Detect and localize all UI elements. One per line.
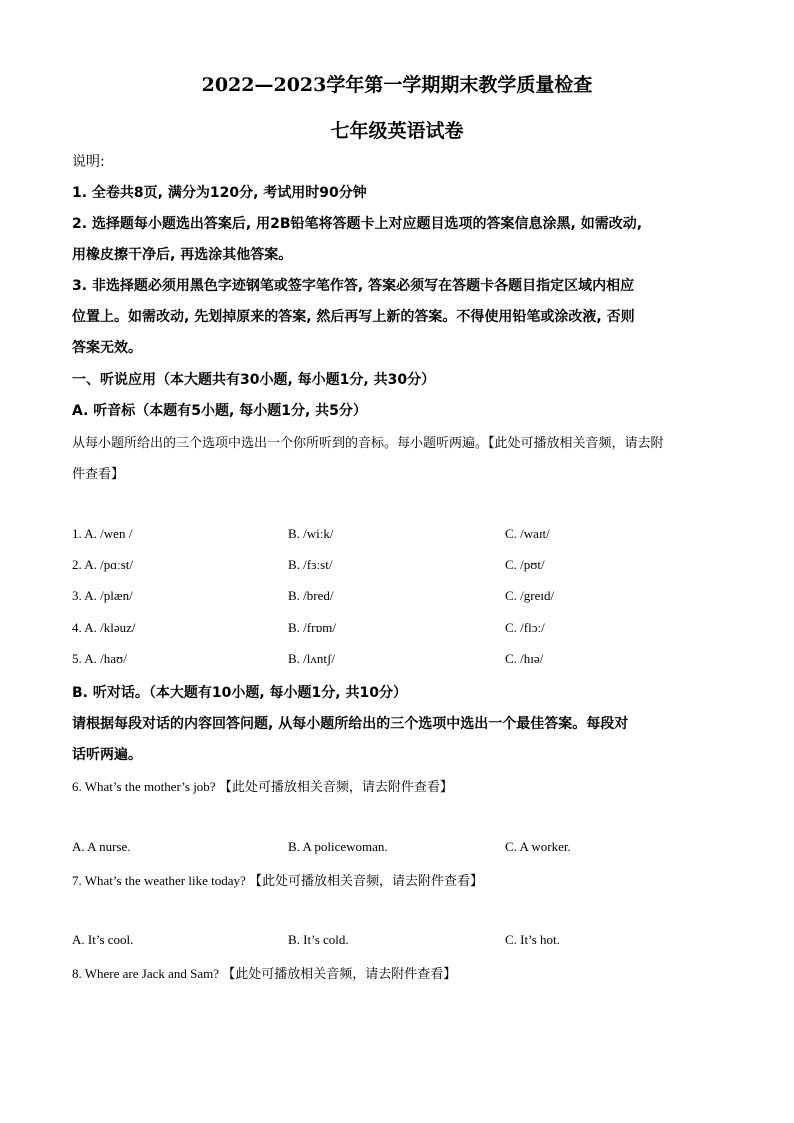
part-b-directions: 话听两遍。 xyxy=(72,747,142,763)
question-8-stem: 8. Where are Jack and Sam? 【此处可播放相关音频，请去附件查看】 xyxy=(72,966,457,981)
question-4-option-a: 4. A. /kləuz/ xyxy=(72,620,136,635)
question-7-option-b: B. It’s cold. xyxy=(288,932,349,947)
instruction-line: 3. 非选择题必须用黑色字迹钢笔或签字笔作答, 答案必须写在答题卡各题目指定区域内相应 xyxy=(72,278,635,294)
part-b-directions: 请根据每段对话的内容回答问题, 从每小题所给出的三个选项中选出一个最佳答案。每段对 xyxy=(72,716,629,732)
question-4-option-b: B. /frɒm/ xyxy=(288,620,336,635)
question-1-option-a: 1. A. /wen / xyxy=(72,526,133,541)
section-heading: 一、听说应用（本大题共有30小题, 每小题1分, 共30分） xyxy=(72,372,436,388)
question-6-option-b: B. A policewoman. xyxy=(288,839,388,854)
question-6-option-a: A. A nurse. xyxy=(72,839,131,854)
question-4-option-c: C. /flɔː/ xyxy=(505,620,545,635)
question-2-option-a: 2. A. /pɑːst/ xyxy=(72,557,133,572)
question-7-stem: 7. What’s the weather like today? 【此处可播放相关音频，请去附件查看】 xyxy=(72,873,484,888)
question-7-option-a: A. It’s cool. xyxy=(72,932,134,947)
instruction-line: 2. 选择题每小题选出答案后, 用2B铅笔将答题卡上对应题目选项的答案信息涂黑, 如需改动, xyxy=(72,216,643,232)
question-7-option-c: C. It’s hot. xyxy=(505,932,560,947)
question-5-option-b: B. /lʌntʃ/ xyxy=(288,651,335,666)
question-1-option-b: B. /wiːk/ xyxy=(288,526,334,541)
part-a-heading: A. 听音标（本题有5小题, 每小题1分, 共5分） xyxy=(72,403,367,419)
question-3-option-a: 3. A. /plæn/ xyxy=(72,588,133,603)
part-b-heading: B. 听对话。（本大题有10小题, 每小题1分, 共10分） xyxy=(72,685,407,701)
part-a-directions: 件查看】 xyxy=(72,467,125,482)
question-2-option-b: B. /fɜːst/ xyxy=(288,557,333,572)
question-5-option-a: 5. A. /haʊ/ xyxy=(72,651,127,666)
question-6-stem: 6. What’s the mother’s job? 【此处可播放相关音频，请去附件查看】 xyxy=(72,779,453,794)
part-a-directions: 从每小题所给出的三个选项中选出一个你所听到的音标。每小题听两遍。【此处可播放相关音频，请去附 xyxy=(72,436,664,451)
exam-subtitle: 七年级英语试卷 xyxy=(330,120,464,142)
exam-title: 2022—2023学年第一学期期末教学质量检查 xyxy=(201,74,593,96)
instruction-line: 1. 全卷共8页, 满分为120分, 考试用时90分钟 xyxy=(72,185,367,201)
question-3-option-b: B. /bred/ xyxy=(288,588,334,603)
question-6-option-c: C. A worker. xyxy=(505,839,571,854)
question-2-option-c: C. /pʊt/ xyxy=(505,557,545,572)
question-3-option-c: C. /greɪd/ xyxy=(505,588,555,603)
instruction-line: 用橡皮擦干净后, 再选涂其他答案。 xyxy=(72,247,293,263)
instructions-heading: 说明: xyxy=(72,154,105,170)
question-1-option-c: C. /waɪt/ xyxy=(505,526,550,541)
question-5-option-c: C. /hɪə/ xyxy=(505,651,544,666)
instruction-line: 答案无效。 xyxy=(72,340,142,356)
instruction-line: 位置上。如需改动, 先划掉原来的答案, 然后再写上新的答案。不得使用铅笔或涂改液, 否则 xyxy=(72,309,635,325)
